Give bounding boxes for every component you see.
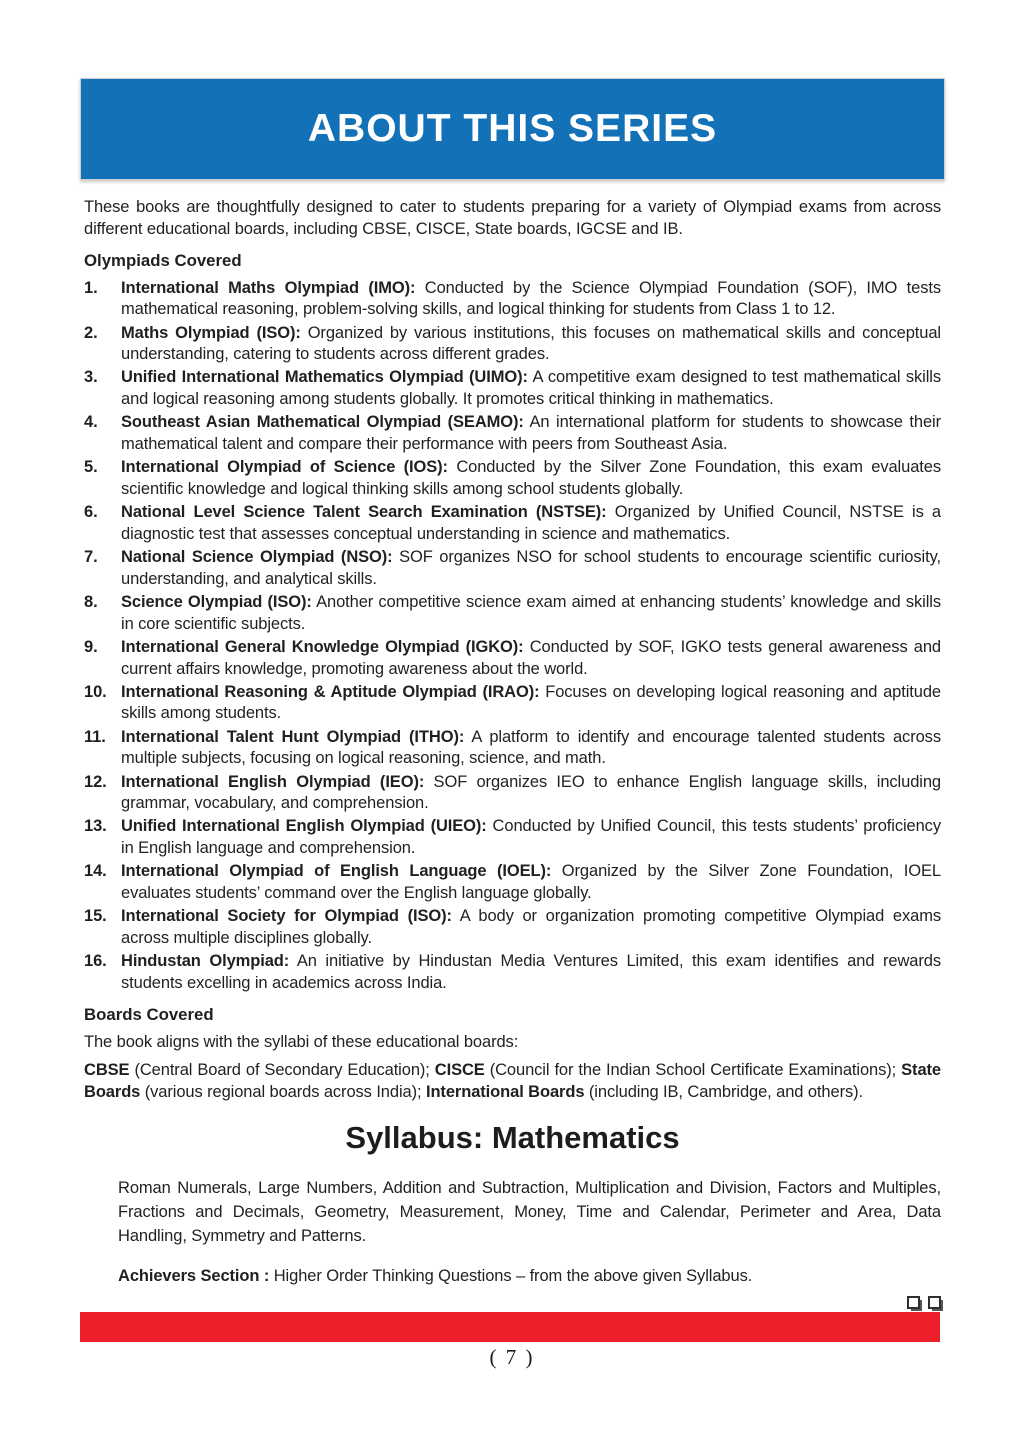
item-number: 16. xyxy=(84,952,107,971)
board-name: International Boards xyxy=(425,1083,585,1102)
board-detail: (Central Board of Secondary Education); xyxy=(129,1061,435,1080)
intro-paragraph: These books are thoughtfully designed to cater to students preparing for a variety of Olympiad exams from across different educational boards, including CBSE, CISCE, State boards, IGCSE and IB. xyxy=(84,198,941,238)
item-number: 14. xyxy=(84,862,107,881)
item-number: 15. xyxy=(84,907,107,926)
olympiad-item xyxy=(84,861,941,904)
achievers-line xyxy=(118,1266,941,1288)
olympiad-item xyxy=(84,727,941,770)
item-description: An initiative by Hindustan Media Ventures Limited, this exam identifies and rewards students excelling in academics across India. xyxy=(121,952,941,992)
olympiad-item xyxy=(84,592,941,635)
item-number: 12. xyxy=(84,772,107,791)
item-title: International Maths Olympiad (IMO): xyxy=(121,278,416,297)
olympiad-item xyxy=(84,951,941,994)
olympiad-item xyxy=(84,412,941,455)
item-title: Unified International Mathematics Olympiad (UIMO): xyxy=(121,368,528,387)
item-title: Science Olympiad (ISO): xyxy=(121,592,312,611)
achievers-text: Higher Order Thinking Questions – from the above given Syllabus. xyxy=(269,1266,753,1285)
item-description: A competitive exam designed to test mathematical skills and logical reasoning among students globally. It promotes critical thinking in mathematics. xyxy=(121,368,941,409)
item-number: 10. xyxy=(84,682,107,701)
olympiad-item xyxy=(84,547,941,590)
item-number: 4. xyxy=(84,413,98,432)
item-description: Conducted by SOF, IGKO tests general awareness and current affairs knowledge, promoting awareness about the world. xyxy=(121,637,941,678)
syllabus-title: Syllabus: Mathematics xyxy=(345,1119,680,1155)
achievers-label: Achievers Section : xyxy=(118,1266,270,1285)
page-number: ( 7 ) xyxy=(489,1345,535,1369)
item-number: 13. xyxy=(84,817,107,836)
olympiad-item xyxy=(84,457,941,500)
item-title: National Science Olympiad (NSO): xyxy=(121,548,393,567)
item-title: International Olympiad of English Language (IOEL): xyxy=(121,862,552,881)
item-description: Organized by Unified Council, NSTSE is a diagnostic test that assesses conceptual understanding in science and mathematics. xyxy=(121,503,941,543)
item-title: International General Knowledge Olympiad (IGKO): xyxy=(121,637,524,656)
item-description: A body or organization promoting competitive Olympiad exams across multiple disciplines globally. xyxy=(121,907,941,947)
olympiad-item xyxy=(84,906,941,949)
boards-heading: Boards Covered xyxy=(84,1004,214,1024)
board-name: CBSE xyxy=(84,1061,130,1080)
item-description: SOF organizes IEO to enhance English language skills, including grammar, vocabulary, and comprehension. xyxy=(121,772,941,813)
item-number: 9. xyxy=(84,637,98,656)
item-title: International Olympiad of Science (IOS): xyxy=(121,458,448,477)
item-number: 2. xyxy=(84,323,98,342)
item-title: International Talent Hunt Olympiad (ITHO): xyxy=(121,727,465,746)
olympiads-heading: Olympiads Covered xyxy=(84,250,242,270)
item-number: 7. xyxy=(84,548,98,567)
item-number: 1. xyxy=(84,278,98,297)
item-title: International Reasoning & Aptitude Olympiad (IRAO): xyxy=(121,682,540,701)
item-title: International Society for Olympiad (ISO): xyxy=(121,907,452,926)
olympiad-item xyxy=(84,637,941,680)
item-title: Hindustan Olympiad: xyxy=(121,952,290,971)
olympiad-item xyxy=(84,323,941,366)
square-icon xyxy=(907,1296,920,1309)
board-name: CISCE xyxy=(434,1061,485,1080)
item-number: 8. xyxy=(84,592,98,611)
boards-intro: The book aligns with the syllabi of these educational boards: xyxy=(84,1032,519,1051)
board-detail: (various regional boards across India); xyxy=(140,1083,426,1102)
board-detail: (Council for the Indian School Certificate Examinations); xyxy=(484,1061,902,1080)
title-banner xyxy=(80,78,945,180)
item-description: Another competitive science exam aimed at enhancing students’ knowledge and skills in core scientific subjects. xyxy=(121,592,941,633)
item-description: Conducted by the Silver Zone Foundation, this exam evaluates scientific knowledge and logical thinking skills among school students globally. xyxy=(121,458,941,498)
square-icon xyxy=(928,1296,941,1309)
item-title: Maths Olympiad (ISO): xyxy=(121,323,301,342)
board-name: State Boards xyxy=(84,1061,941,1102)
item-number: 11. xyxy=(84,727,106,746)
item-title: Unified International English Olympiad (UIEO): xyxy=(121,817,487,836)
page-title: ABOUT THIS SERIES xyxy=(307,107,718,150)
olympiad-list xyxy=(84,278,941,995)
item-description: Focuses on developing logical reasoning and aptitude skills among students. xyxy=(121,682,941,723)
item-description: An international platform for students to showcase their mathematical talent and compare their performance with peers from Southeast Asia. xyxy=(121,413,942,454)
item-description: Conducted by the Science Olympiad Foundation (SOF), IMO tests mathematical reasoning, problem-solving skills, and logical thinking for students from Class 1 to 12. xyxy=(121,278,942,319)
item-number: 6. xyxy=(84,503,98,522)
item-title: International English Olympiad (IEO): xyxy=(121,772,425,791)
item-title: Southeast Asian Mathematical Olympiad (SEAMO): xyxy=(121,413,524,432)
item-title: National Level Science Talent Search Examination (NSTSE): xyxy=(121,503,607,522)
page-content xyxy=(84,0,941,1316)
olympiad-item xyxy=(84,367,941,410)
item-description: Conducted by Unified Council, this tests students’ proficiency in English language and comprehension. xyxy=(121,817,941,858)
footer-red-bar xyxy=(80,1312,940,1342)
olympiad-item xyxy=(84,278,941,321)
olympiad-item xyxy=(84,772,941,815)
olympiad-item xyxy=(84,502,941,545)
boards-paragraph xyxy=(84,1060,941,1104)
item-description: A platform to identify and encourage talented students across multiple subjects, focusing on logical reasoning, science, and math. xyxy=(121,727,941,768)
item-description: SOF organizes NSO for school students to encourage scientific curiosity, understanding, and analytical skills. xyxy=(121,548,941,588)
item-description: Organized by the Silver Zone Foundation, IOEL evaluates students’ command over the English language globally. xyxy=(121,862,941,903)
item-description: Organized by various institutions, this focuses on mathematical skills and conceptual understanding, catering to students across different grades. xyxy=(121,323,941,364)
syllabus-paragraph: Roman Numerals, Large Numbers, Addition and Subtraction, Multiplication and Division, Factors and Multiples, Fractions and Decimals, Geometry, Measurement, Money, Time and Calendar, Perimeter and Area, Data Handling, Symmetry and Patterns. xyxy=(118,1178,941,1245)
olympiad-item xyxy=(84,682,941,725)
item-number: 3. xyxy=(84,368,98,387)
olympiad-item xyxy=(84,816,941,859)
item-number: 5. xyxy=(84,458,98,477)
board-detail: (including IB, Cambridge, and others). xyxy=(584,1083,863,1102)
